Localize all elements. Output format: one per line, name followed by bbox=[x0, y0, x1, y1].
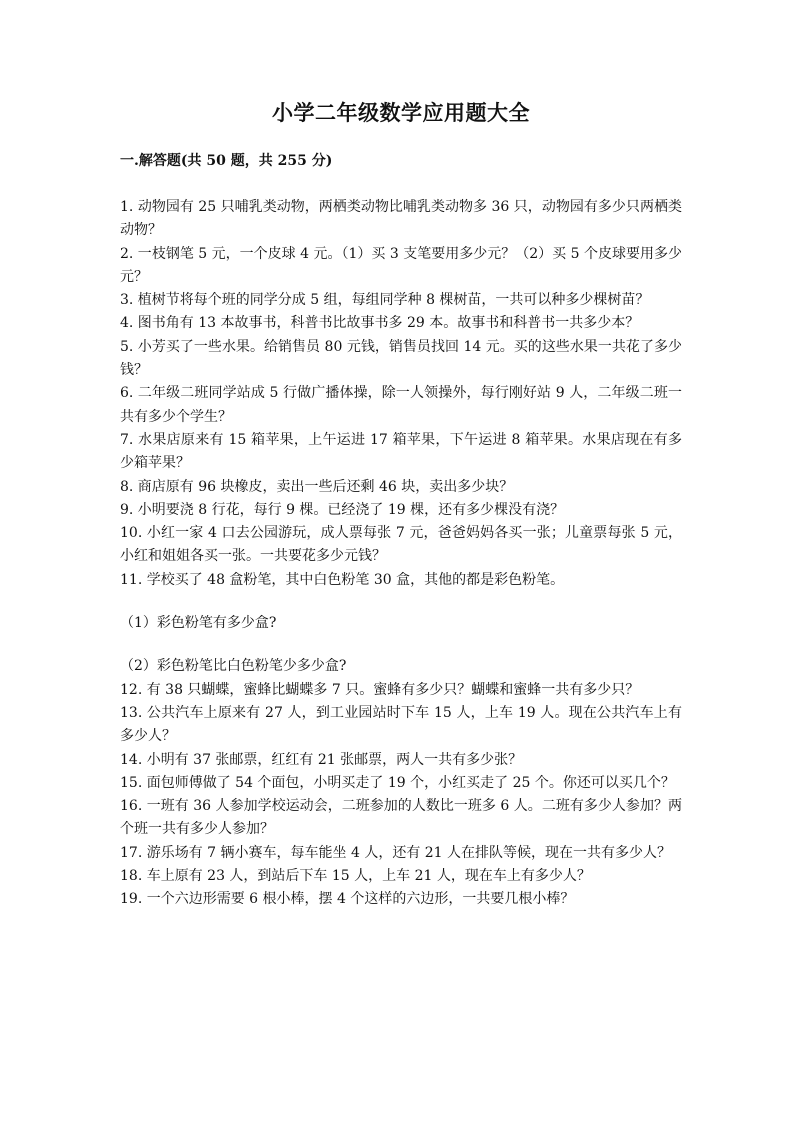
question-16: 16. 一班有 36 人参加学校运动会，二班参加的人数比一班多 6 人。二班有多少人参加？两个班一共有多少人参加？ bbox=[120, 798, 682, 838]
question-10: 10. 小红一家 4 口去公园游玩，成人票每张 7 元，爸爸妈妈各买一张；儿童票每张 5 元，小红和姐姐各买一张。一共要花多少元钱？ bbox=[120, 525, 682, 565]
question-19: 19. 一个六边形需要 6 根小棒，摆 4 个这样的六边形，一共要几根小棒？ bbox=[120, 891, 575, 908]
question-14: 14. 小明有 37 张邮票，红红有 21 张邮票，两人一共有多少张？ bbox=[120, 751, 523, 768]
question-3: 3. 植树节将每个班的同学分成 5 组，每组同学种 8 棵树苗，一共可以种多少棵树苗？ bbox=[120, 292, 650, 309]
question-17: 17. 游乐场有 7 辆小赛车，每车能坐 4 人，还有 21 人在排队等候，现在一共有多少人？ bbox=[120, 844, 672, 861]
question-18: 18. 车上原有 23 人，到站后下车 15 人，上车 21 人，现在车上有多少人？ bbox=[120, 868, 591, 885]
page-title: 小学二年级数学应用题大全 bbox=[272, 100, 530, 125]
question-9: 9. 小明要浇 8 行花，每行 9 棵。已经浇了 19 棵，还有多少棵没有浇？ bbox=[120, 501, 565, 518]
question-8: 8. 商店原有 96 块橡皮，卖出一些后还剩 46 块，卖出多少块？ bbox=[120, 478, 514, 495]
question-2: 2. 一枝钢笔 5 元，一个皮球 4 元。（1）买 3 支笔要用多少元？（2）买 5 个皮球要用多少元？ bbox=[120, 245, 682, 285]
question-7: 7. 水果店原来有 15 箱苹果，上午运进 17 箱苹果，下午运进 8 箱苹果。水果店现在有多少箱苹果？ bbox=[120, 431, 682, 472]
question-1: 1. 动物园有 25 只哺乳类动物，两栖类动物比哺乳类动物多 36 只，动物园有多少只两栖类动物？ bbox=[120, 199, 682, 239]
question-12: 12. 有 38 只蝴蝶，蜜蜂比蝴蝶多 7 只。蜜蜂有多少只？蝴蝶和蜜蜂一共有多少只？ bbox=[120, 681, 640, 698]
question-13: 13. 公共汽车上原来有 27 人，到工业园站时下车 15 人，上车 19 人。现在公共汽车上有多少人？ bbox=[120, 704, 682, 745]
sub-question-11-2: （2）彩色粉笔比白色粉笔少多少盒? bbox=[120, 658, 347, 675]
question-11: 11. 学校买了 48 盒粉笔，其中白色粉笔 30 盒，其他的都是彩色粉笔。 bbox=[120, 571, 565, 588]
section-heading: 一.解答题(共 50 题，共 255 分) bbox=[120, 153, 333, 169]
question-5: 5. 小芳买了一些水果。给销售员 80 元钱，销售员找回 14 元。买的这些水果一共花了多少钱？ bbox=[120, 338, 682, 379]
question-list bbox=[120, 196, 682, 912]
sub-question-11-1: （1）彩色粉笔有多少盒? bbox=[120, 615, 277, 632]
question-15: 15. 面包师傅做了 54 个面包，小明买走了 19 个，小红买走了 25 个。你还可以买几个？ bbox=[120, 774, 675, 791]
question-4: 4. 图书角有 13 本故事书，科普书比故事书多 29 本。故事书和科普书一共多少本？ bbox=[120, 315, 640, 332]
question-6: 6. 二年级二班同学站成 5 行做广播体操，除一人领操外，每行刚好站 9 人，二年级二班一共有多少个学生？ bbox=[120, 385, 682, 425]
